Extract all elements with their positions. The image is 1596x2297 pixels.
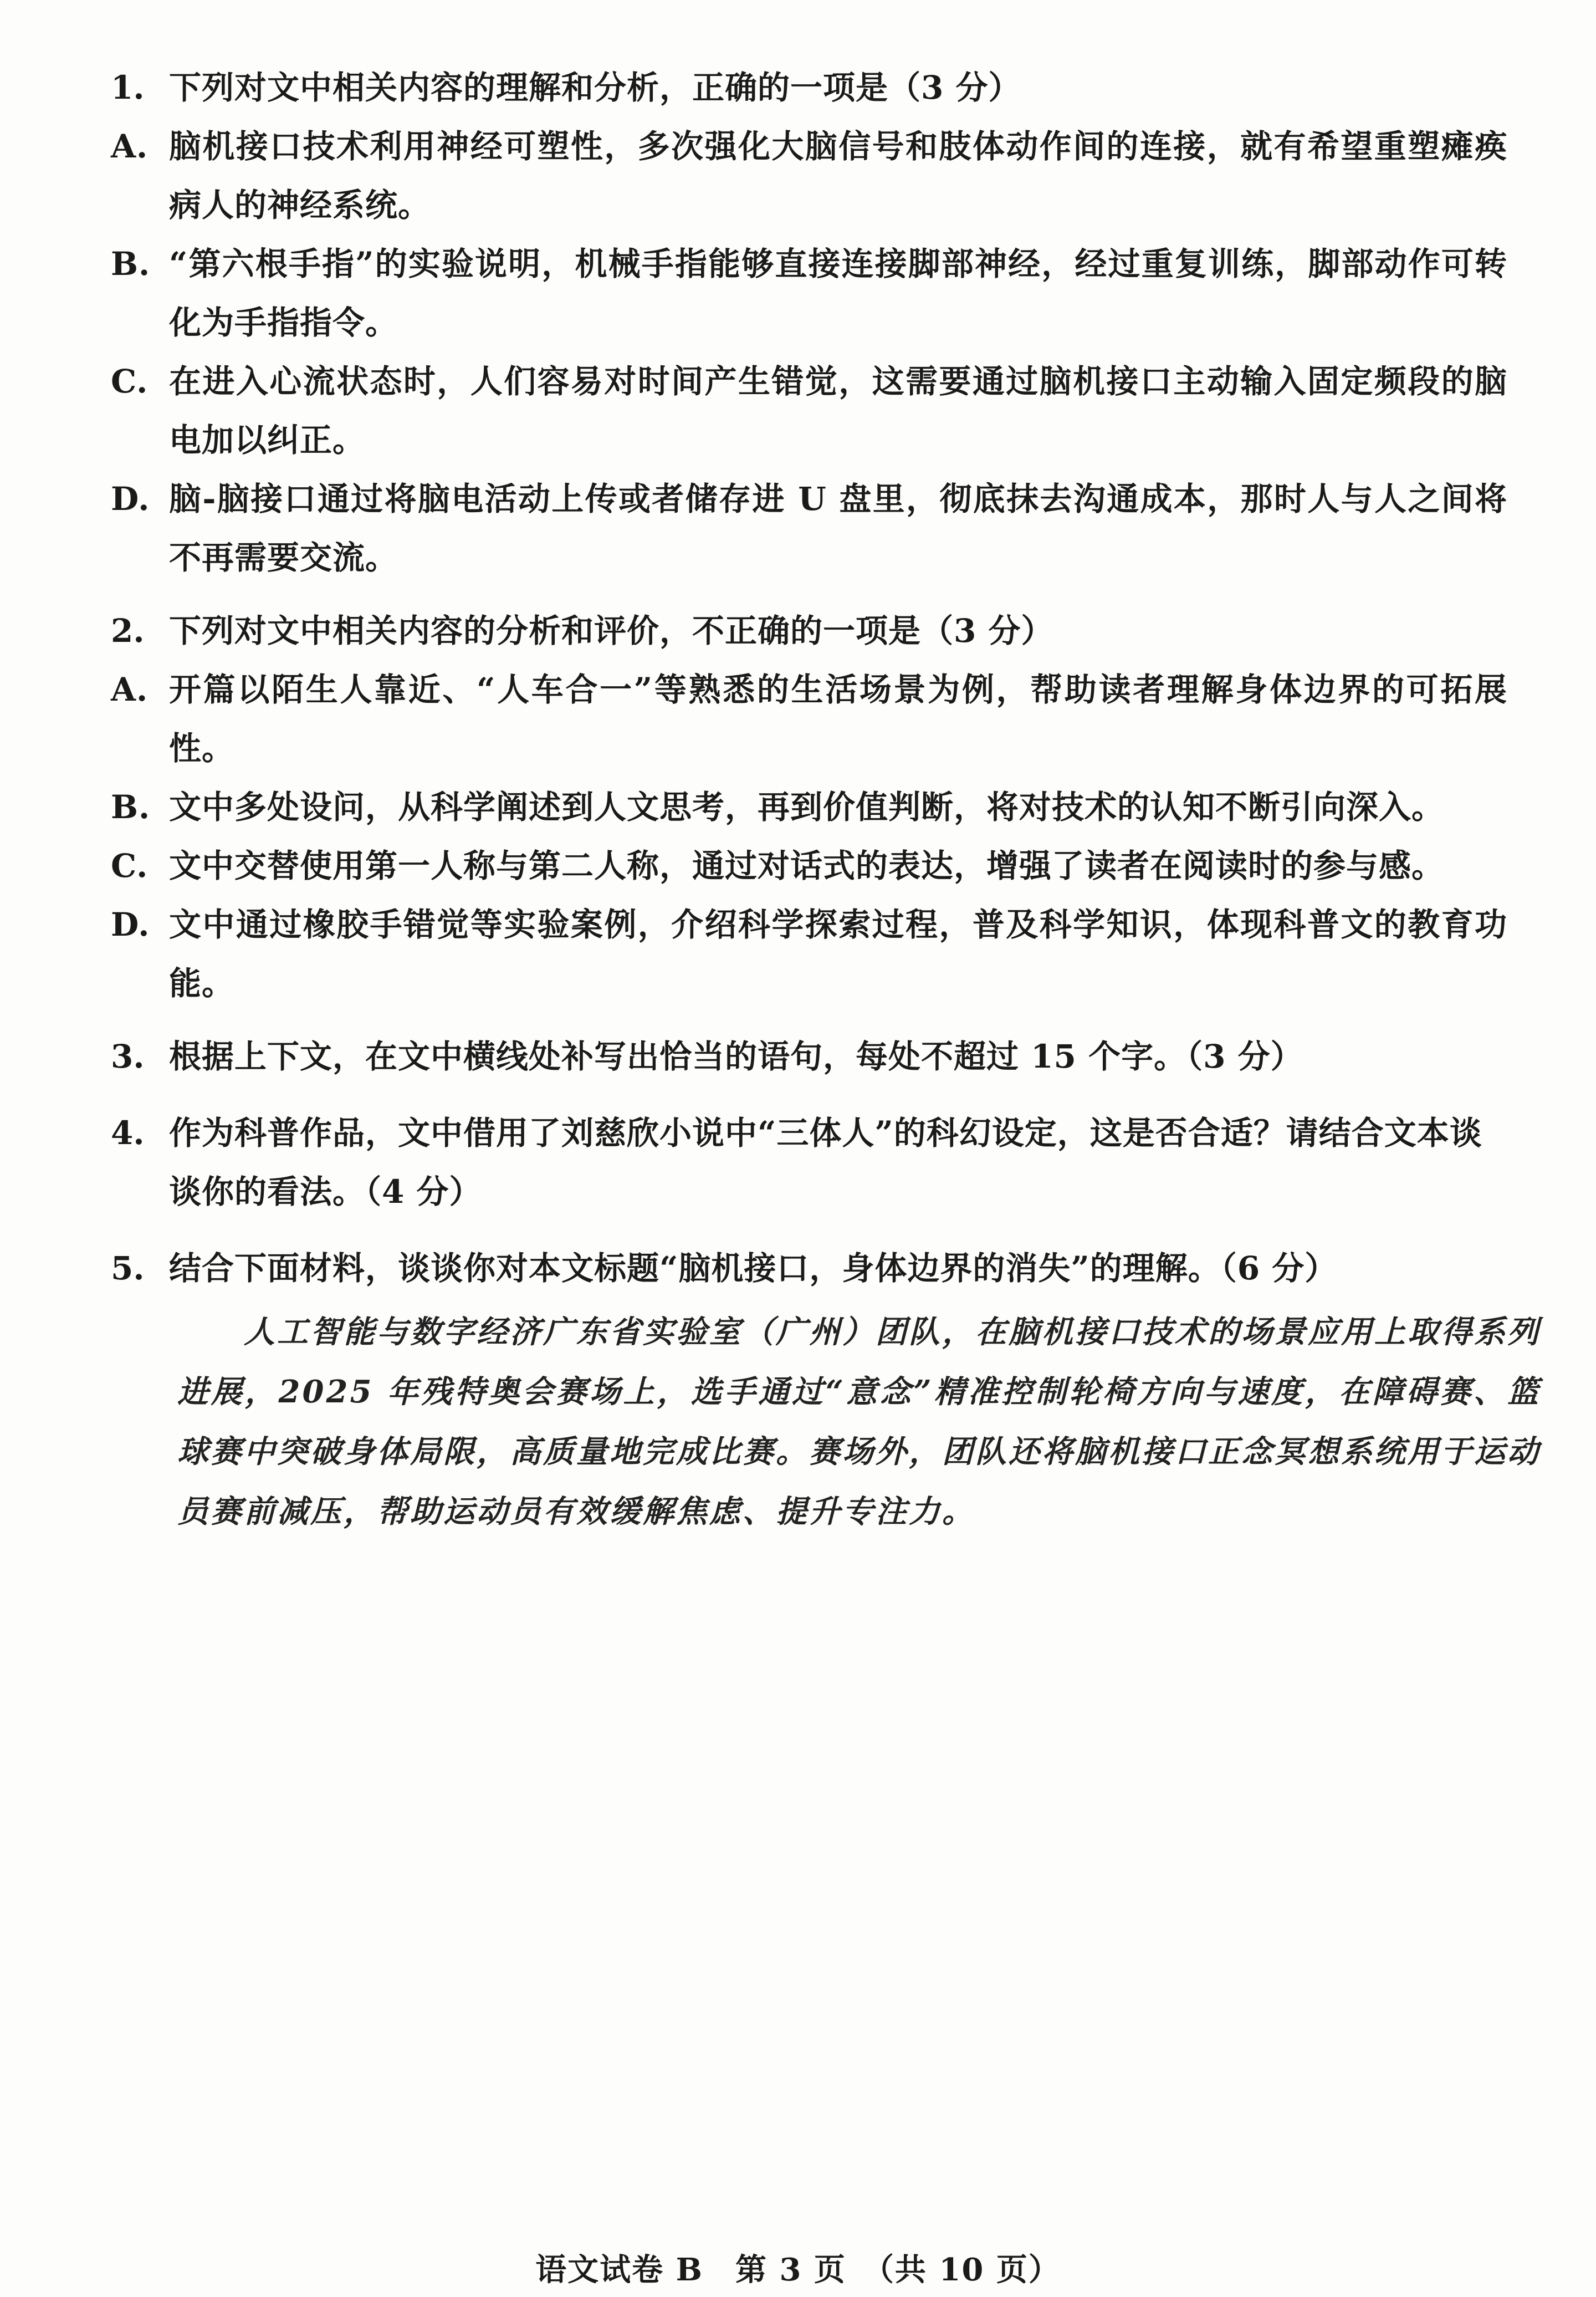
page-footer: 语文试卷 B 第 3 页 （共 10 页） xyxy=(535,2252,1061,2288)
option-text: “第六根手指”的实验说明，机械手指能够直接连接脚部神经，经过重复训练，脚部动作可转化为手指指令。 xyxy=(169,245,1507,341)
question-number: 4. xyxy=(111,1114,145,1152)
option-d xyxy=(111,469,1507,587)
option-text: 文中通过橡胶手错觉等实验案例，介绍科学探索过程，普及科学知识，体现科普文的教育功能。 xyxy=(169,906,1507,1002)
option-d xyxy=(111,895,1507,1013)
question-5 xyxy=(111,1239,1507,1298)
spacer xyxy=(111,587,1507,601)
question-list xyxy=(111,58,1541,1541)
option-text: 文中多处设问，从科学阐述到人文思考，再到价值判断，将对技术的认知不断引向深入。 xyxy=(169,788,1445,826)
option-letter: D. xyxy=(111,906,150,943)
option-text: 开篇以陌生人靠近、“人车合一”等熟悉的生活场景为例，帮助读者理解身体边界的可拓展性。 xyxy=(169,671,1507,767)
option-text: 脑-脑接口通过将脑电活动上传或者储存进 U 盘里，彻底抹去沟通成本，那时人与人之间将不再需要交流。 xyxy=(169,480,1507,576)
reading-material: 人工智能与数字经济广东省实验室（广州）团队，在脑机接口技术的场景应用上取得系列进展，2025 年残特奥会赛场上，选手通过“意念”精准控制轮椅方向与速度，在障碍赛、篮球赛中突破身体局限，高质量地完成比赛。赛场外，团队还将脑机接口正念冥想系统用于运动员赛前减压，帮助运动员有效缓解焦虑、提升专注力。 xyxy=(177,1314,1541,1530)
option-a xyxy=(111,660,1507,778)
option-letter: B. xyxy=(111,245,151,283)
question-2-options xyxy=(111,660,1507,1013)
option-text: 在进入心流状态时，人们容易对时间产生错觉，这需要通过脑机接口主动输入固定频段的脑电加以纠正。 xyxy=(169,363,1507,459)
option-c xyxy=(111,836,1507,895)
option-text: 文中交替使用第一人称与第二人称，通过对话式的表达，增强了读者在阅读时的参与感。 xyxy=(169,847,1445,885)
question-stem: 下列对文中相关内容的分析和评价，不正确的一项是（3 分） xyxy=(169,612,1054,650)
question-number: 5. xyxy=(111,1249,145,1287)
question-stem: 根据上下文，在文中横线处补写出恰当的语句，每处不超过 15 个字。（3 分） xyxy=(169,1038,1303,1075)
question-stem: 下列对文中相关内容的理解和分析，正确的一项是（3 分） xyxy=(169,69,1021,106)
option-letter: C. xyxy=(111,363,149,400)
question-number: 3. xyxy=(111,1038,145,1075)
question-4 xyxy=(111,1104,1507,1221)
option-b xyxy=(111,234,1507,352)
option-letter: B. xyxy=(111,788,151,826)
option-letter: A. xyxy=(111,127,149,165)
question-number: 2. xyxy=(111,612,145,650)
question-1-options xyxy=(111,117,1507,587)
option-letter: A. xyxy=(111,671,149,708)
option-a xyxy=(111,117,1507,234)
option-b xyxy=(111,778,1507,836)
spacer xyxy=(111,1086,1507,1104)
question-2 xyxy=(111,601,1507,660)
question-number: 1. xyxy=(111,69,145,106)
question-3 xyxy=(111,1027,1507,1086)
question-stem: 作为科普作品，文中借用了刘慈欣小说中“三体人”的科幻设定，这是否合适？请结合文本谈谈你的看法。（4 分） xyxy=(169,1114,1482,1211)
option-text: 脑机接口技术利用神经可塑性，多次强化大脑信号和肢体动作间的连接，就有希望重塑瘫痪病人的神经系统。 xyxy=(169,127,1507,224)
option-c xyxy=(111,352,1507,469)
option-letter: D. xyxy=(111,480,150,518)
option-letter: C. xyxy=(111,847,149,885)
question-stem: 结合下面材料，谈谈你对本文标题“脑机接口，身体边界的消失”的理解。（6 分） xyxy=(169,1249,1338,1287)
question-1 xyxy=(111,58,1507,117)
spacer xyxy=(111,1221,1507,1239)
spacer xyxy=(111,1013,1507,1027)
